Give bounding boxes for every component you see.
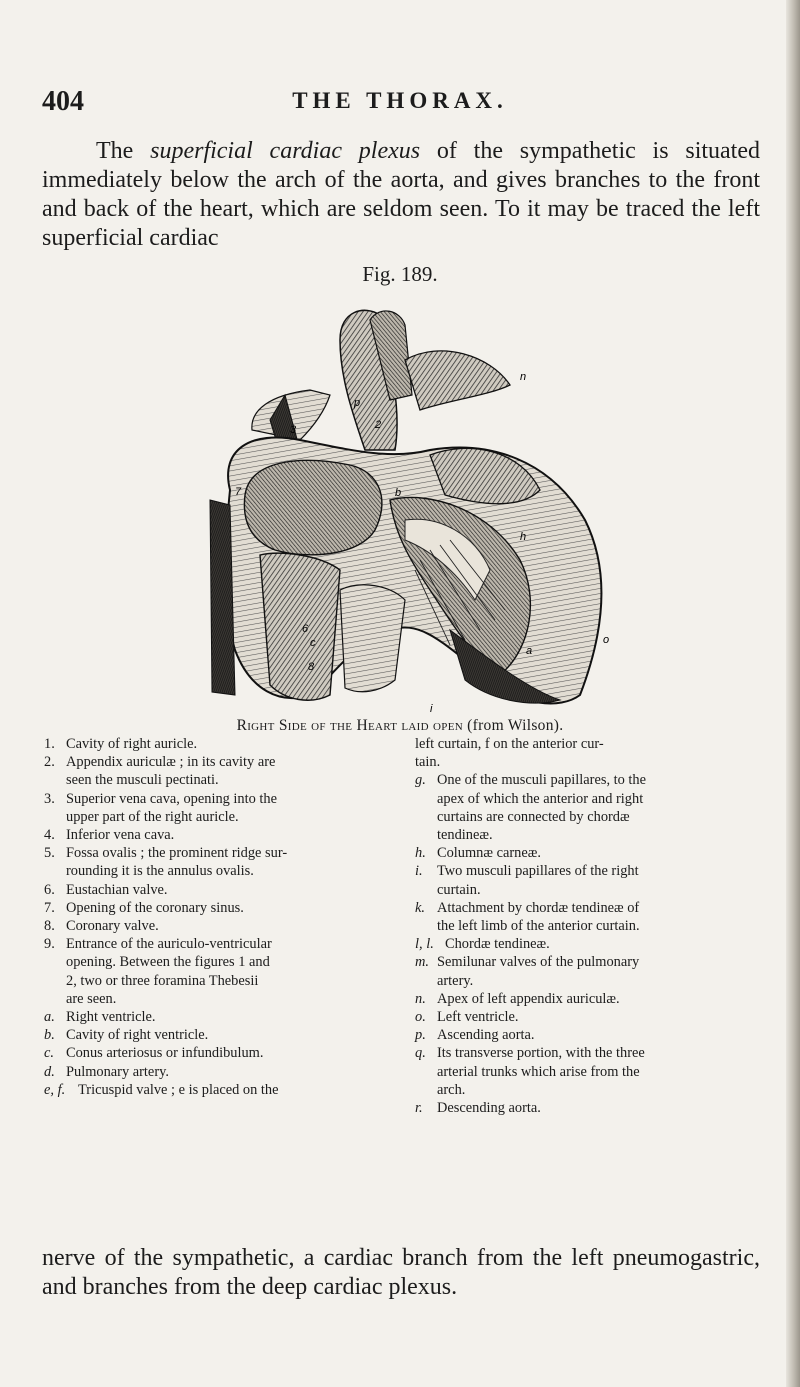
intro-text-rest: of the sympathetic is situated immediately below the arch of the aorta, and gives branches to the front and back of the heart, which are seldom seen. To it may be traced the left superficial cardiac: [42, 138, 761, 251]
legend-item: c. Conus arteriosus or infundibulum.: [44, 1045, 264, 1062]
legend-item: g. One of the musculi papillares, to the apex of which the anterior and right curtains are connected by chordæ tendineæ.: [415, 772, 647, 844]
legend-item: l, l. Chordæ tendineæ.: [415, 936, 550, 953]
label-7: 7: [235, 486, 242, 498]
legend-item: d. Pulmonary artery.: [44, 1063, 169, 1080]
fossa-ovalis-shape: [340, 585, 405, 692]
legend-left-column: [44, 735, 384, 1099]
legend-item: 9. Entrance of the auriculo-ventricular opening. Between the figures 1 and 2, two or three foramina Thebesii are seen.: [44, 936, 272, 1007]
label-p: p: [354, 397, 361, 409]
legend-item: o. Left ventricle.: [415, 1009, 519, 1026]
page-edge: [786, 0, 800, 1387]
label-8: 8: [308, 661, 315, 673]
legend-item: left curtain, f on the anterior cur- tain.: [415, 736, 604, 771]
label-c: c: [310, 637, 316, 649]
legend-item: h. Columnæ carneæ.: [415, 845, 541, 862]
legend-item: a. Right ventricle.: [44, 1009, 156, 1026]
page-number: 404: [42, 86, 84, 117]
legend-item: k. Attachment by chordæ tendineæ of the left limb of the anterior curtain.: [415, 899, 640, 935]
legend-item: 6. Eustachian valve.: [44, 881, 168, 898]
legend-item: n. Apex of left appendix auriculæ.: [415, 990, 620, 1007]
label-6: 6: [302, 623, 309, 635]
label-n: n: [520, 371, 527, 383]
label-3: 3: [290, 424, 297, 436]
legend-item: q. Its transverse portion, with the three arterial trunks which arise from the arch.: [415, 1045, 645, 1098]
inferior-vena-cava-shape: [260, 553, 340, 700]
legend-item: m. Semilunar valves of the pulmonary artery.: [415, 954, 640, 989]
legend-item: e, f. Tricuspid valve ; e is placed on the: [44, 1081, 279, 1098]
running-head: THE THORAX.: [292, 88, 508, 113]
legend-item: 4. Inferior vena cava.: [44, 827, 175, 844]
closing-paragraph: nerve of the sympathetic, a cardiac branch from the left pneumogastric, and branches from the deep cardiac plexus.: [42, 1245, 760, 1300]
legend-item: p. Ascending aorta.: [415, 1027, 535, 1044]
legend-item: 1. Cavity of right auricle.: [44, 736, 198, 752]
heart-engraving: [190, 300, 630, 715]
caption-title: Right Side of the Heart laid open: [236, 717, 463, 734]
label-o: o: [603, 634, 610, 646]
legend-item: 2. Appendix auriculæ ; in its cavity are seen the musculi pectinati.: [44, 754, 276, 789]
legend-item: 8. Coronary valve.: [44, 918, 159, 935]
right-auricle-cavity-shape: [244, 460, 381, 554]
legend-item: i. Two musculi papillares of the right curtain.: [415, 863, 639, 898]
legend-item: 5. Fossa ovalis ; the prominent ridge sur- rounding it is the annulus ovalis.: [44, 845, 288, 880]
page-header: [42, 86, 758, 116]
legend-right-column: [415, 735, 765, 1117]
legend-item: 7. Opening of the coronary sinus.: [44, 899, 244, 916]
figure-label: Fig. 189.: [362, 262, 438, 286]
legend-item: 3. Superior vena cava, opening into the upper part of the right auricle.: [44, 790, 277, 825]
pulmonary-artery-shape: [405, 351, 510, 410]
legend-item: r. Descending aorta.: [415, 1100, 541, 1117]
emphasis-superficial-plexus: superficial cardiac plexus: [150, 138, 421, 164]
legend-item: b. Cavity of right ventricle.: [44, 1027, 209, 1044]
caption-source: (from Wilson).: [462, 717, 564, 734]
label-h: h: [520, 531, 527, 543]
intro-paragraph: [42, 137, 760, 253]
label-a: a: [526, 645, 533, 657]
heart-illustration: [190, 300, 630, 715]
label-b: b: [395, 487, 402, 499]
left-appendix-shape: [430, 448, 540, 503]
label-2: 2: [375, 419, 382, 431]
intro-text-start: The: [96, 138, 151, 164]
label-i: i: [430, 703, 433, 715]
figure-caption: [0, 717, 800, 735]
